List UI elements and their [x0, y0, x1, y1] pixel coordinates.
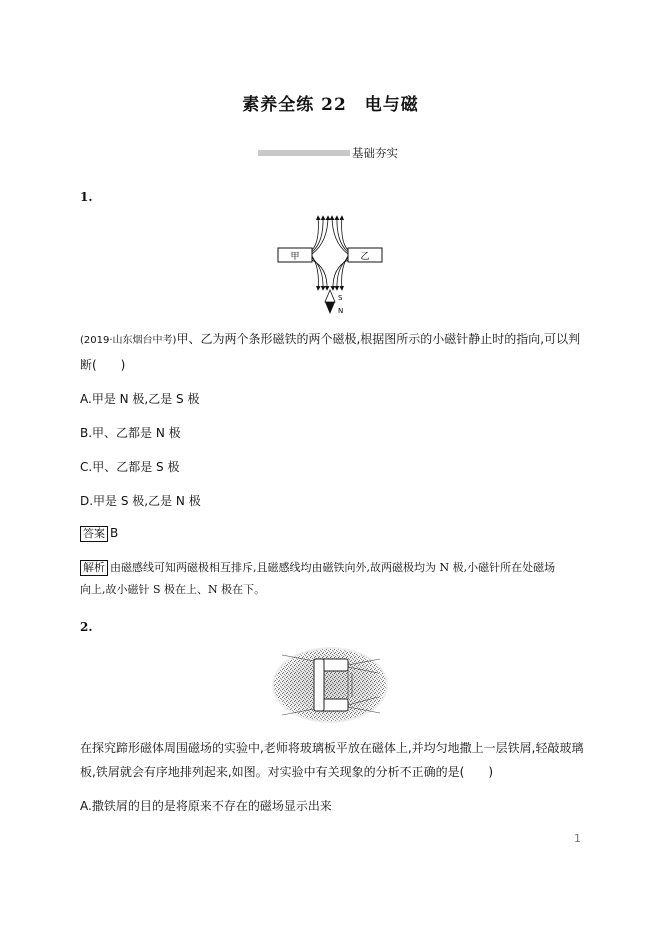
analysis-block [80, 557, 590, 601]
question-1-stem-line1: 甲、乙为两个条形磁铁的两个磁极,根据图所示的小磁针静止时的指向,可以判 [176, 332, 581, 346]
analysis-label: 解析 [80, 560, 108, 576]
section-label: 基础夯实 [352, 146, 398, 160]
analysis-line1: 由磁感线可知两磁极相互排斥,且磁感线均由磁铁向外,故两磁极均为 N 极,小磁针所在处磁场 [110, 561, 556, 574]
question-2-number: 2. [80, 620, 93, 634]
answer-value: B [110, 526, 119, 540]
question-1-source: (2019·山东烟台中考) [80, 335, 177, 346]
option-b: B.甲、乙都是 N 极 [80, 426, 181, 440]
question-2-stem [80, 736, 590, 784]
option-c: C.甲、乙都是 S 极 [80, 460, 180, 474]
answer-row [80, 526, 118, 542]
iron-filings-figure [270, 645, 390, 725]
field-lines [312, 216, 348, 290]
question-1-stem [80, 327, 590, 377]
needle-north [325, 302, 335, 314]
option-a: A.甲是 N 极,乙是 S 极 [80, 392, 200, 406]
question-2-stem-line1: 在探究蹄形磁体周围磁场的实验中,老师将玻璃板平放在磁体上,并均匀地撒上一层铁屑,轻敲玻璃 [80, 741, 584, 755]
question-1-stem-line2: 断( ) [80, 358, 126, 372]
option-d: D.甲是 S 极,乙是 N 极 [80, 494, 201, 508]
question-2-stem-line2: 板,铁屑就会有序地排列起来,如图。对实验中有关现象的分析不正确的是( ) [80, 765, 493, 779]
label-n: N [338, 307, 344, 315]
page-number: 1 [574, 832, 581, 845]
label-yi: 乙 [360, 252, 370, 262]
question-2-option-a: A.撒铁屑的目的是将原来不存在的磁场显示出来 [80, 799, 332, 813]
section-bar [258, 150, 350, 156]
page-title: 素养全练 22 电与磁 [242, 95, 419, 115]
answer-label: 答案 [80, 526, 108, 542]
magnet-field-figure [270, 212, 390, 316]
label-jia: 甲 [290, 252, 300, 262]
needle-south [325, 290, 335, 302]
question-1-number: 1. [80, 190, 93, 204]
analysis-line2: 向上,故小磁针 S 极在上、N 极在下。 [80, 583, 266, 596]
label-s: S [338, 294, 343, 302]
